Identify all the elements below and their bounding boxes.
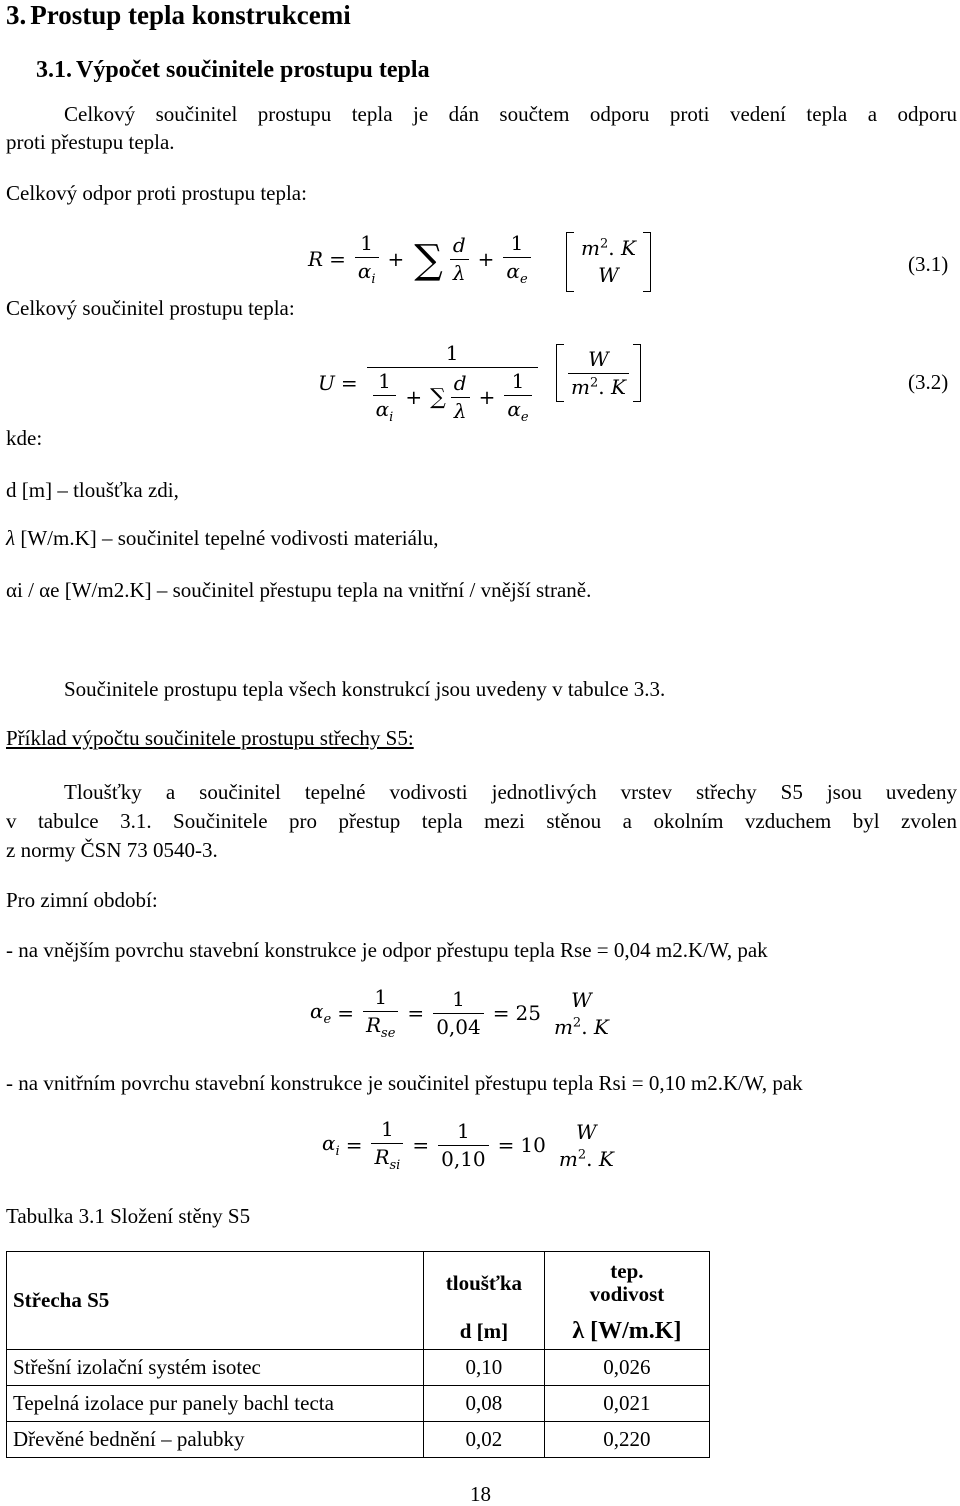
definition-d: d [m] – tloušťka zdi, bbox=[6, 478, 179, 502]
label-coefficient: Celkový součinitel prostupu tepla: bbox=[6, 296, 295, 320]
equation-resistance-unit: $m^2$. K W bbox=[566, 232, 651, 292]
table-caption: Tabulka 3.1 Složení stěny S5 bbox=[6, 1204, 251, 1228]
table-cell-thickness: 0,08 bbox=[424, 1386, 545, 1422]
table-cell-thickness: 0,10 bbox=[424, 1350, 545, 1386]
table-cell-conductivity: 0,026 bbox=[544, 1350, 709, 1386]
equation-coefficient-unit: $\frac{W}{m^2. K}$ bbox=[556, 344, 641, 402]
example-line-3: z normy ČSN 73 0540-3. bbox=[6, 838, 218, 862]
definition-lambda bbox=[6, 526, 439, 550]
label-resistance: Celkový odpor proti prostupu tepla: bbox=[6, 181, 307, 205]
definition-lambda-text: [W/m.K] – součinitel tepelné vodivosti materiálu, bbox=[15, 526, 439, 550]
table-row bbox=[7, 1350, 710, 1386]
table-header-conductivity bbox=[544, 1252, 709, 1315]
paragraph-tables: Součinitele prostupu tepla všech konstrukcí jsou uvedeny v tabulce 3.3. bbox=[64, 677, 666, 701]
outer-surface-text: - na vnějším povrchu stavební konstrukce je odpor přestupu tepla Rse = 0,04 m2.K/W, pak bbox=[6, 938, 768, 962]
intro-line-1: Celkový součinitel prostupu tepla je dán součtem odporu proti vedení tepla a odporu bbox=[64, 102, 957, 126]
table-header-conductivity-unit: λ [W/m.K] bbox=[544, 1314, 709, 1350]
table-cell-conductivity: 0,220 bbox=[544, 1422, 709, 1458]
table-header-conductivity-2: vodivost bbox=[589, 1282, 665, 1306]
alpha-e-value: 0,04 bbox=[433, 1013, 484, 1039]
table-cell-name: Střešní izolační systém isotec bbox=[7, 1350, 424, 1386]
label-where: kde: bbox=[6, 426, 43, 450]
table-cell-conductivity: 0,021 bbox=[544, 1386, 709, 1422]
table-header-thickness: tloušťka bbox=[424, 1252, 545, 1315]
table-cell-name: Dřevěné bednění – palubky bbox=[7, 1422, 424, 1458]
equation-coefficient: U = 1 $\frac{1}{\alpha_i}$ + ∑ $\frac{d}{\lambda}$ + $\frac{1}{\alpha_e}$ bbox=[318, 342, 541, 426]
example-line-1: Tloušťky a součinitel tepelné vodivosti jednotlivých vrstev střechy S5 jsou uvedeny bbox=[64, 780, 957, 804]
lambda-symbol: λ bbox=[6, 526, 16, 550]
page-number: 18 bbox=[470, 1482, 491, 1506]
winter-label: Pro zimní období: bbox=[6, 888, 158, 912]
inner-surface-text: - na vnitřním povrchu stavební konstrukce je součinitel přestupu tepla Rsi = 0,10 m2.K/W, pak bbox=[6, 1071, 803, 1095]
alpha-e-result: 25 bbox=[515, 1001, 541, 1026]
intro-line-2: proti přestupu tepla. bbox=[6, 130, 175, 154]
equation-alpha-i: $\alpha_i$ = $\frac{1}{R_{si}}$ = $\frac{1}{0,10}$ = 10 W $m^2$. K bbox=[322, 1117, 614, 1173]
composition-table bbox=[6, 1251, 710, 1458]
section-number: 3.1. bbox=[36, 57, 72, 83]
table-row bbox=[7, 1386, 710, 1422]
chapter-title: Prostup tepla konstrukcemi bbox=[30, 0, 351, 30]
section-title: Výpočet součinitele prostupu tepla bbox=[76, 57, 430, 83]
section-heading bbox=[36, 57, 430, 85]
definition-alpha: αi / αe [W/m2.K] – součinitel přestupu tepla na vnitřní / vnější straně. bbox=[6, 578, 592, 602]
table-header-thickness-unit: d [m] bbox=[424, 1314, 545, 1350]
alpha-i-result: 10 bbox=[520, 1133, 546, 1158]
table-cell-name: Tepelná izolace pur panely bachl tecta bbox=[7, 1386, 424, 1422]
equation-number-3-1: (3.1) bbox=[908, 252, 949, 276]
table-header-name: Střecha S5 bbox=[7, 1252, 424, 1350]
equation-resistance: R = $\frac{1}{\alpha_i}$ + ∑ $\frac{d}{\lambda}$ + $\frac{1}{\alpha_e}$ bbox=[308, 232, 534, 288]
table-header-conductivity-1: tep. bbox=[610, 1258, 644, 1283]
chapter-number: 3. bbox=[6, 0, 27, 30]
table-cell-thickness: 0,02 bbox=[424, 1422, 545, 1458]
equation-alpha-e: $\alpha_e$ = $\frac{1}{R_{se}}$ = $\frac{1}{0,04}$ = 25 W $m^2$. K bbox=[310, 985, 609, 1041]
chapter-heading bbox=[6, 0, 351, 31]
table-row bbox=[7, 1422, 710, 1458]
equation-number-3-2: (3.2) bbox=[908, 370, 949, 394]
alpha-i-value: 0,10 bbox=[438, 1145, 489, 1171]
example-title: Příklad výpočtu součinitele prostupu střechy S5: bbox=[6, 726, 414, 750]
example-line-2: v tabulce 3.1. Součinitele pro přestup tepla mezi stěnou a okolním vzduchem byl zvolen bbox=[6, 809, 957, 833]
